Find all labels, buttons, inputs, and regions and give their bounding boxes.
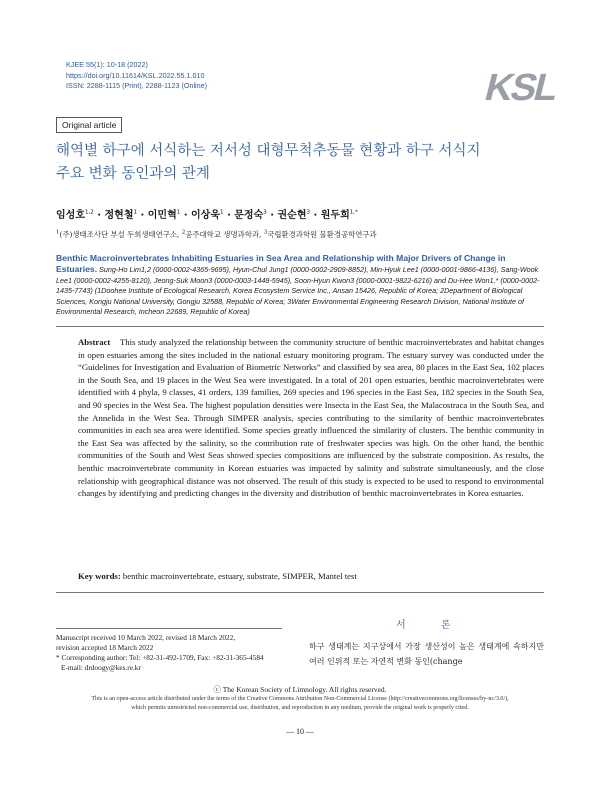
author-name: 정현철 <box>104 210 134 221</box>
author-list-english: Sung-Ho Lim1,2 (0000-0002-4365-9695), Hyun-Chul Jung1 (0000-0002-2909-8852), Min-Hyuk Lee1 (0000-0001-9866-4136), Sang-Wook Lee1 (0000-0002-4255-8120), Jeong-Suk Moon3 (0000-0003-1448-5945), Soon-Hyun Kwon3 (0000-0001-9822-6216) and Du-Hee Won1,* (0000-0002-1435-7743) (1Doohee Institute of Ecological Research, Korea Ecosystem Service Inc., Ansan 15426, Republic of Korea; 2Department of Biological Sciences, Kongju National University, Gongju 32588, Republic of Korea; 3Water Environmental Engineering Research Division, National Institute of Environmental Research, Incheon 22689, Republic of Korea) <box>56 265 540 317</box>
title-line-1: 해역별 하구에 서식하는 저서성 대형무척추동물 현황과 하구 서식지 <box>56 143 481 159</box>
introduction-text: 하구 생태계는 지구상에서 가장 생산성이 높은 생태계에 속하지만 여러 인위적 또는 자연적 변화 동인(change <box>309 642 544 666</box>
doi-link[interactable]: https://doi.org/10.11614/KSL.2022.55.1.010 <box>66 70 205 80</box>
author-affiliation-mark: 1,* <box>349 209 358 216</box>
author-name: 권순현 <box>277 210 307 221</box>
author-name: 원두희 <box>320 210 350 221</box>
license-line-2: which permits unrestricted non-commercial use, distribution, and reproduction in any medium, provide the original work is properly cited. <box>131 705 469 711</box>
abstract <box>78 336 544 500</box>
author-name: 문정숙 <box>234 210 264 221</box>
page-number: — 10 — <box>286 727 314 736</box>
journal-header <box>66 60 207 92</box>
abstract-text: This study analyzed the relationship between the community structure of benthic macroinvertebrates and habitat changes in open estuaries among the sites included in the national estuary monitoring program. The estuary survey was conducted under the “Guidelines for Investigation and Evaluation of Biometric Networks” and classified by sea area, 80 places in the East Sea, 102 places in the South Sea, and 19 places in the West Sea were investigated. In a total of 201 open estuaries, benthic macroinvertebrates were identified with 4 phyla, 9 classes, 41 orders, 139 families, 269 species and 196 species in the East Sea, 182 species in the South Sea, and 90 species in the West Sea. The highest population densities were Insecta in the East Sea, the Malacostraca in the South Sea, and the Annelida in the West Sea. Through SIMPER analysis, species contributing to the similarity of benthic macroinvertebrates communities in each sea area were identified. Some species greatly influenced the similarity of clusters. The benthic community in the East Sea was affected by the salinity, so the contribution rate of freshwater species was high. On the other hand, the benthic communities of the South and West Seas showed species compositions are influenced by the substrate composition. As results, the benthic macroinvertebrate community in Korean estuaries was impacted by salinity and substrate simultaneously, and the close relationship with geographical distance was not observed. The result of this study is expected to be used to respond to environmental changes by identifying and predicting changes in the diversity and distribution of benthic macroinvertebrates in Korea estuaries. <box>78 337 544 499</box>
issn: ISSN: 2288-1115 (Print), 2288-1123 (Online) <box>66 81 208 90</box>
affiliation-text: (주)생태조사단 부설 두희생태연구소, <box>59 230 182 239</box>
author-affiliation-mark: 1 <box>219 209 224 216</box>
keywords <box>78 571 357 581</box>
author-affiliation-mark: 3 <box>306 209 310 216</box>
author-list-korean: 임성호$^{1,2}$ · 정현철$^1$ · 이민혁$^1$ · 이상욱$^1$ · 문정숙$^3$ · 권순현$^3$ · 원두희$^{1,*}$ <box>56 209 358 221</box>
article-title-korean <box>56 140 536 186</box>
license-line-1: This is an open-access article distributed under the terms of the Creative Commons Attribution Non-Commercial License (http://creativecommons.org/licenses/by-nc/3.0/), <box>91 696 509 702</box>
ksl-logo-text: KSL <box>480 66 562 109</box>
manuscript-rule <box>56 628 282 629</box>
author-name: 이민혁 <box>147 210 177 221</box>
author-affiliation-mark: 1 <box>176 209 181 216</box>
keywords-label: Key words: <box>78 571 121 581</box>
english-title-authors-block <box>56 253 546 317</box>
affiliation-text: 국립환경과학원 물환경공학연구과 <box>267 230 377 239</box>
affiliation-text: 공주대학교 생명과학과, <box>185 230 264 239</box>
copyright-notice: ⓒ The Korean Society of Limnology. All rights reserved. <box>213 685 387 694</box>
affiliation-mark: 3 <box>263 229 268 236</box>
abstract-label: Abstract <box>78 337 111 347</box>
author-affiliation-mark: 1 <box>133 209 137 216</box>
journal-citation: KJEE 55(1): 10-18 (2022) <box>66 60 148 69</box>
manuscript-received: Manuscript received 10 March 2022, revised 18 March 2022, <box>56 633 236 642</box>
affiliation-mark: 2 <box>181 229 186 236</box>
author-affiliation-mark: 3 <box>263 209 267 216</box>
author-affiliation-mark: 1,2 <box>84 209 94 216</box>
author-name: 임성호 <box>56 210 85 221</box>
affiliation-mark: 1 <box>56 229 60 236</box>
abstract-bottom-rule <box>56 592 544 593</box>
ksl-logo <box>478 64 562 109</box>
abstract-top-rule <box>56 326 544 327</box>
corresponding-email[interactable]: E-mail: drdoogy@kes.re.kr <box>61 663 141 672</box>
corresponding-author: * Corresponding author: Tel: +82-31-492-1709, Fax: +82-31-365-4584 <box>56 653 264 662</box>
author-name: 이상욱 <box>191 210 220 221</box>
article-title-english: Benthic Macroinvertebrates Inhabiting Estuaries in Sea Area and Relationship with Major Drivers of Change in Estuaries. <box>56 253 506 275</box>
affiliations-korean <box>56 229 377 240</box>
license-notice <box>30 695 570 713</box>
title-line-2: 주요 변화 동인과의 관계 <box>56 166 210 182</box>
manuscript-accepted: revision accepted 18 March 2022 <box>56 643 154 652</box>
section-heading-introduction: 서 론 <box>396 620 467 631</box>
manuscript-info <box>56 633 264 673</box>
keywords-text: benthic macroinvertebrate, estuary, substrate, SIMPER, Mantel test <box>120 571 357 581</box>
article-type-badge: Original article <box>56 117 122 133</box>
